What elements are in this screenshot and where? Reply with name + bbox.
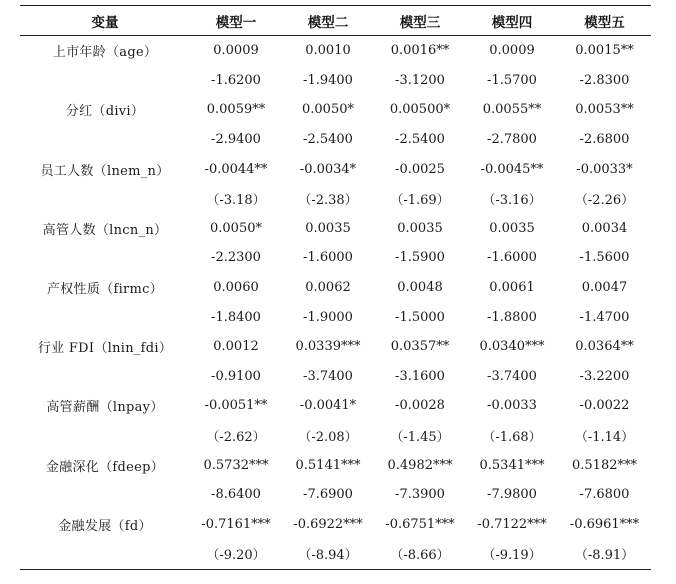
header-model-1: 模型一: [215, 14, 257, 31]
table-row-tstat: [20, 125, 651, 155]
model-3-value: （-1.45）: [390, 430, 450, 446]
model-4-value: 0.0009: [489, 43, 535, 59]
header-row: [20, 6, 651, 36]
regression-table: [20, 5, 651, 570]
model-2-value: 0.0050*: [302, 102, 354, 118]
model-3-value: -0.0025: [395, 161, 445, 177]
model-5-value: （-8.91）: [574, 548, 635, 564]
model-2-value: -7.6900: [303, 487, 353, 503]
variable-label: [20, 539, 190, 569]
variable-label: 金融深化（fdeep）: [45, 459, 165, 475]
model-5-value: -2.8300: [579, 72, 630, 88]
model-1-value: -2.2300: [211, 250, 261, 266]
model-1-value: -0.0044**: [204, 161, 268, 177]
variable-label: [20, 66, 190, 96]
model-1-value: 0.0060: [213, 280, 259, 296]
model-2-value: -2.5400: [303, 132, 353, 148]
model-3-value: -0.6751***: [385, 516, 455, 532]
model-2-value: （-8.94）: [298, 548, 358, 564]
model-1-value: -0.9100: [211, 368, 261, 384]
model-5-value: -0.0033*: [576, 161, 633, 177]
model-4-value: （-3.16）: [482, 193, 542, 209]
table-row: [20, 273, 651, 303]
model-4-value: -2.7800: [487, 132, 537, 148]
variable-label: 金融发展（fd）: [58, 518, 152, 534]
model-1-value: （-2.62）: [206, 430, 266, 446]
table-row: [20, 332, 651, 362]
table-row: [20, 510, 651, 540]
model-2-value: -1.6000: [303, 250, 353, 266]
model-5-value: -7.6800: [579, 487, 630, 503]
model-3-value: 0.0035: [397, 220, 443, 236]
table-row: [20, 95, 651, 125]
model-3-value: （-1.69）: [390, 193, 450, 209]
header-variable: 变量: [91, 14, 119, 31]
table-row-tstat: [20, 362, 651, 392]
model-4-value: （-9.19）: [482, 548, 542, 564]
model-1-value: （-3.18）: [206, 193, 266, 209]
table-row: [20, 450, 651, 480]
model-3-value: （-8.66）: [390, 548, 450, 564]
model-1-value: -0.7161***: [201, 516, 271, 532]
model-3-value: -7.3900: [395, 487, 445, 503]
model-4-value: -1.5700: [487, 72, 537, 88]
model-1-value: -1.6200: [211, 72, 261, 88]
table-row: [20, 154, 651, 184]
model-3-value: -2.5400: [395, 132, 445, 148]
model-2-value: （-2.08）: [298, 430, 358, 446]
model-3-value: 0.00500*: [389, 102, 451, 118]
model-5-value: （-2.26）: [574, 193, 635, 209]
model-5-value: 0.0034: [581, 220, 628, 236]
model-4-value: 0.0340***: [479, 339, 545, 355]
header-model-4: 模型四: [491, 14, 533, 31]
model-2-value: -0.6922***: [293, 516, 363, 532]
model-2-value: 0.5141***: [295, 457, 361, 473]
model-5-value: 0.0053**: [575, 102, 634, 118]
model-3-value: 0.0048: [397, 280, 443, 296]
table-row-tstat: [20, 421, 651, 451]
variable-label: 行业 FDI（lnin_fdi）: [37, 341, 173, 357]
table-row: [20, 391, 651, 421]
model-4-value: -3.7400: [487, 368, 537, 384]
variable-label: 员工人数（lnem_n）: [40, 163, 170, 179]
model-4-value: -7.9800: [487, 487, 537, 503]
model-4-value: 0.0055**: [482, 102, 542, 118]
variable-label: 上市年龄（age）: [52, 45, 158, 61]
model-4-value: 0.0061: [489, 280, 535, 296]
model-1-value: -0.0051**: [204, 398, 268, 414]
model-4-value: -1.6000: [487, 250, 537, 266]
model-2-value: -0.0041*: [299, 398, 357, 414]
variable-label: 高管薪酬（lnpay）: [46, 400, 164, 416]
model-4-value: -0.7122***: [477, 516, 547, 532]
model-5-value: 0.0364**: [575, 339, 634, 355]
model-2-value: -3.7400: [303, 368, 353, 384]
model-3-value: -3.1600: [395, 368, 445, 384]
model-1-value: -1.8400: [211, 309, 261, 325]
model-2-value: -1.9400: [303, 72, 353, 88]
model-2-value: -1.9000: [303, 309, 353, 325]
model-3-value: -1.5900: [395, 250, 445, 266]
variable-label: [20, 302, 190, 332]
model-2-value: 0.0035: [305, 220, 351, 236]
model-2-value: -0.0034*: [299, 161, 357, 177]
model-4-value: （-1.68）: [482, 430, 542, 446]
model-3-value: 0.0016**: [390, 43, 450, 59]
header-model-2: 模型二: [307, 14, 349, 31]
table-body: [20, 36, 651, 570]
model-1-value: -2.9400: [211, 132, 261, 148]
variable-label: [20, 421, 190, 451]
table-row: [20, 36, 651, 66]
model-3-value: -1.5000: [395, 309, 445, 325]
regression-table-container: [20, 5, 651, 570]
table-header: [20, 6, 651, 36]
variable-label: 产权性质（firmc）: [46, 282, 164, 298]
model-4-value: -1.8800: [487, 309, 537, 325]
model-1-value: 0.0059**: [206, 102, 266, 118]
table-row-tstat: [20, 243, 651, 273]
header-model-5: 模型五: [584, 14, 625, 31]
variable-label: [20, 362, 190, 392]
model-2-value: 0.0339***: [295, 339, 361, 355]
model-1-value: （-9.20）: [206, 548, 266, 564]
variable-label: [20, 184, 190, 214]
variable-label: [20, 243, 190, 273]
model-4-value: -0.0045**: [480, 161, 544, 177]
model-2-value: （-2.38）: [298, 193, 358, 209]
model-4-value: 0.0035: [489, 220, 535, 236]
model-4-value: 0.5341***: [479, 457, 545, 473]
variable-label: 高管人数（lncn_n）: [42, 222, 168, 238]
model-5-value: -0.0022: [579, 398, 630, 414]
model-1-value: 0.0009: [213, 43, 259, 59]
model-1-value: -8.6400: [211, 487, 261, 503]
table-row-tstat: [20, 66, 651, 96]
model-5-value: -0.6961***: [569, 516, 640, 532]
table-row-tstat: [20, 539, 651, 569]
model-2-value: 0.0010: [305, 43, 351, 59]
model-5-value: 0.5182***: [572, 457, 637, 473]
model-5-value: -1.5600: [579, 250, 630, 266]
model-3-value: -0.0028: [395, 398, 445, 414]
model-4-value: -0.0033: [487, 398, 537, 414]
model-2-value: 0.0062: [305, 280, 351, 296]
model-1-value: 0.0012: [213, 339, 259, 355]
model-5-value: 0.0047: [581, 280, 628, 296]
variable-label: [20, 125, 190, 155]
model-1-value: 0.5732***: [203, 457, 269, 473]
model-5-value: -2.6800: [579, 132, 630, 148]
model-1-value: 0.0050*: [210, 220, 262, 236]
header-model-3: 模型三: [399, 14, 441, 31]
model-5-value: -3.2200: [579, 368, 630, 384]
model-3-value: -3.1200: [395, 72, 445, 88]
table-row-tstat: [20, 480, 651, 510]
table-row: [20, 214, 651, 244]
model-5-value: -1.4700: [579, 309, 630, 325]
variable-label: 分红（divi）: [65, 104, 145, 120]
model-3-value: 0.0357**: [390, 339, 450, 355]
model-3-value: 0.4982***: [387, 457, 453, 473]
table-row-tstat: [20, 302, 651, 332]
model-5-value: 0.0015**: [575, 43, 634, 59]
model-5-value: （-1.14）: [574, 430, 635, 446]
table-row-tstat: [20, 184, 651, 214]
variable-label: [20, 480, 190, 510]
